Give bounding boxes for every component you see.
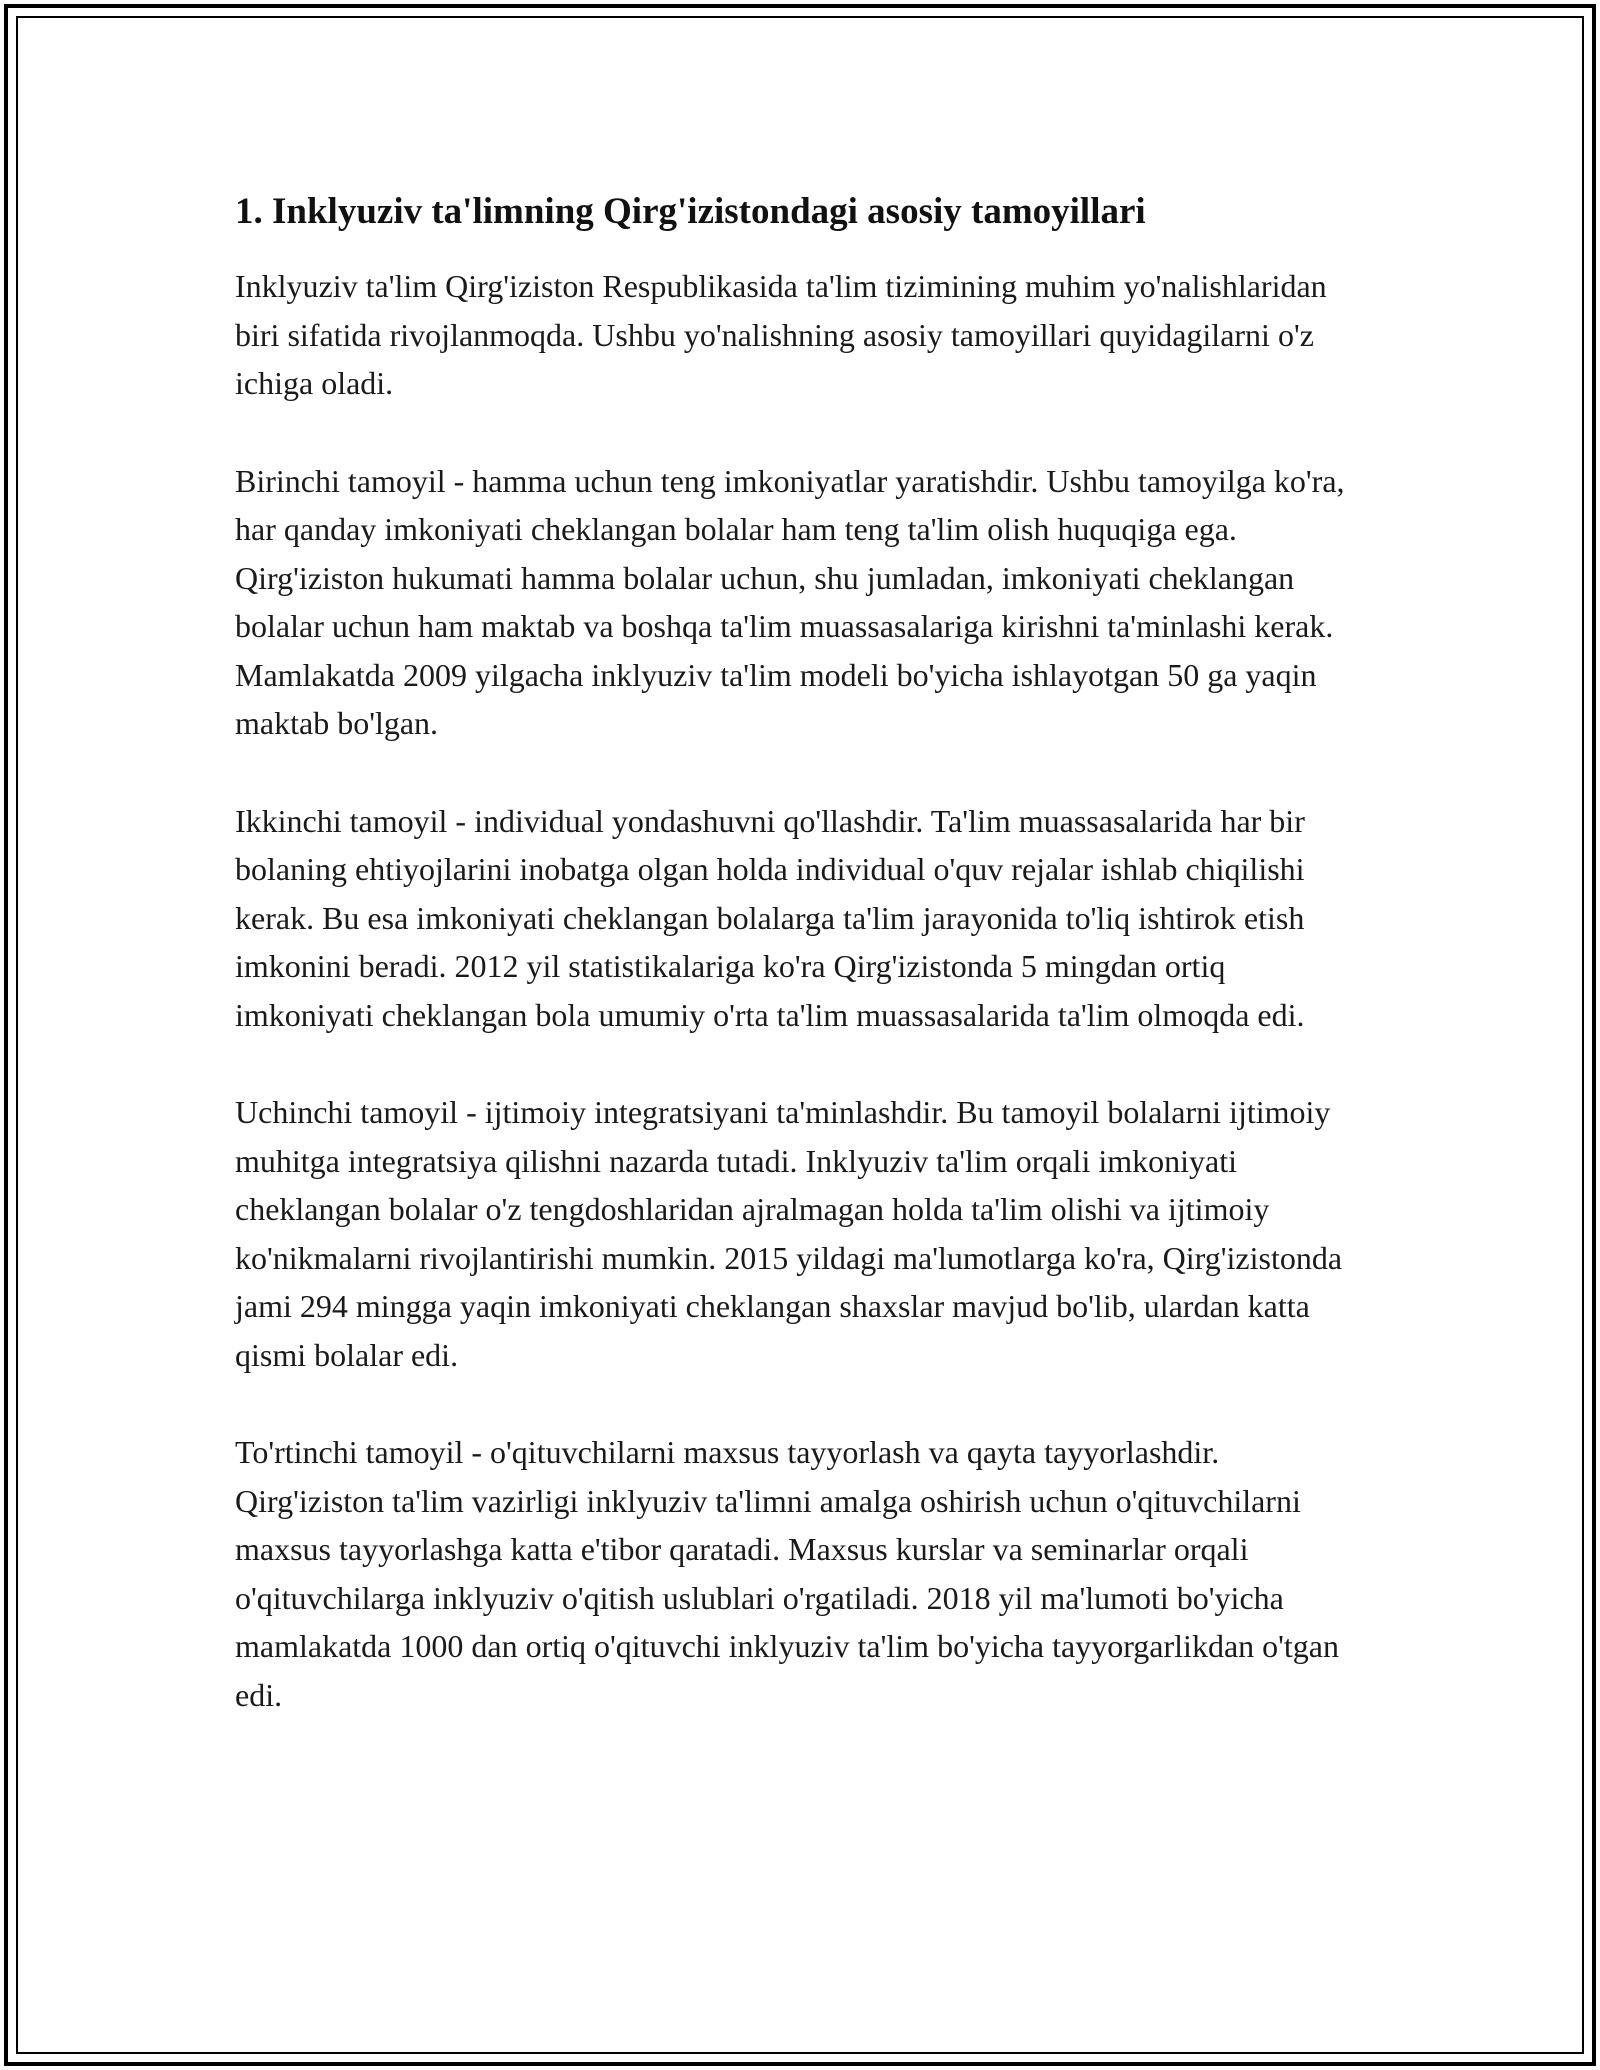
paragraph-second-principle: Ikkinchi tamoyil - individual yondashuvni qo'llashdir. Ta'lim muassasalarida har bir bolaning ehtiyojlarini inobatga olgan holda individual o'quv rejalar ishlab chiqilishi kerak. Bu esa imkoniyati cheklangan bolalarga ta'lim jarayonida to'liq ishtirok etish imkonini beradi. 2012 yil statistikalariga ko'ra Qirg'izistonda 5 mingdan ortiq imkoniyati cheklangan bola umumiy o'rta ta'lim muassasalarida ta'lim olmoqda edi. [235, 802, 1305, 1033]
paragraph-intro: Inklyuziv ta'lim Qirg'iziston Respublikasida ta'lim tizimining muhim yo'nalishlaridan biri sifatida rivojlanmoqda. Ushbu yo'nalishning asosiy tamoyillari quyidagilarni o'z ichiga oladi. [235, 268, 1327, 401]
paragraph-fourth-principle: To'rtinchi tamoyil - o'qituvchilarni maxsus tayyorlash va qayta tayyorlashdir. Qirg'iziston ta'lim vazirligi inklyuziv ta'limni amalga oshirish uchun o'qituvchilarni maxsus tayyorlashga katta e'tibor qaratadi. Maxsus kurslar va seminarlar orqali o'qituvchilarga inklyuziv o'qitish uslublari o'rgatiladi. 2018 yil ma'lumoti bo'yicha mamlakatda 1000 dan ortiq o'qituvchi inklyuziv ta'lim bo'yicha tayyorgarlikdan o'tgan edi. [235, 1434, 1339, 1713]
section-heading: 1. Inklyuziv ta'limning Qirg'izistondagi asosiy tamoyillari [235, 191, 1146, 232]
document-body [235, 188, 1370, 1768]
paragraph-first-principle: Birinchi tamoyil - hamma uchun teng imkoniyatlar yaratishdir. Ushbu tamoyilga ko'ra, har qanday imkoniyati cheklangan bolalar ham teng ta'lim olish huquqiga ega. Qirg'iziston hukumati hamma bolalar uchun, shu jumladan, imkoniyati cheklangan bolalar uchun ham maktab va boshqa ta'lim muassasalariga kirishni ta'minlashi kerak. Mamlakatda 2009 yilgacha inklyuziv ta'lim modeli bo'yicha ishlayotgan 50 ga yaqin maktab bo'lgan. [235, 462, 1345, 741]
paragraph-third-principle: Uchinchi tamoyil - ijtimoiy integratsiyani ta'minlashdir. Bu tamoyil bolalarni ijtimoiy muhitga integratsiya qilishni nazarda tutadi. Inklyuziv ta'lim orqali imkoniyati cheklangan bolalar o'z tengdoshlaridan ajralmagan holda ta'lim olishi va ijtimoiy ko'nikmalarni rivojlantirishi mumkin. 2015 yildagi ma'lumotlarga ko'ra, Qirg'izistonda jami 294 mingga yaqin imkoniyati cheklangan shaxslar mavjud bo'lib, ulardan katta qismi bolalar edi. [235, 1094, 1343, 1373]
